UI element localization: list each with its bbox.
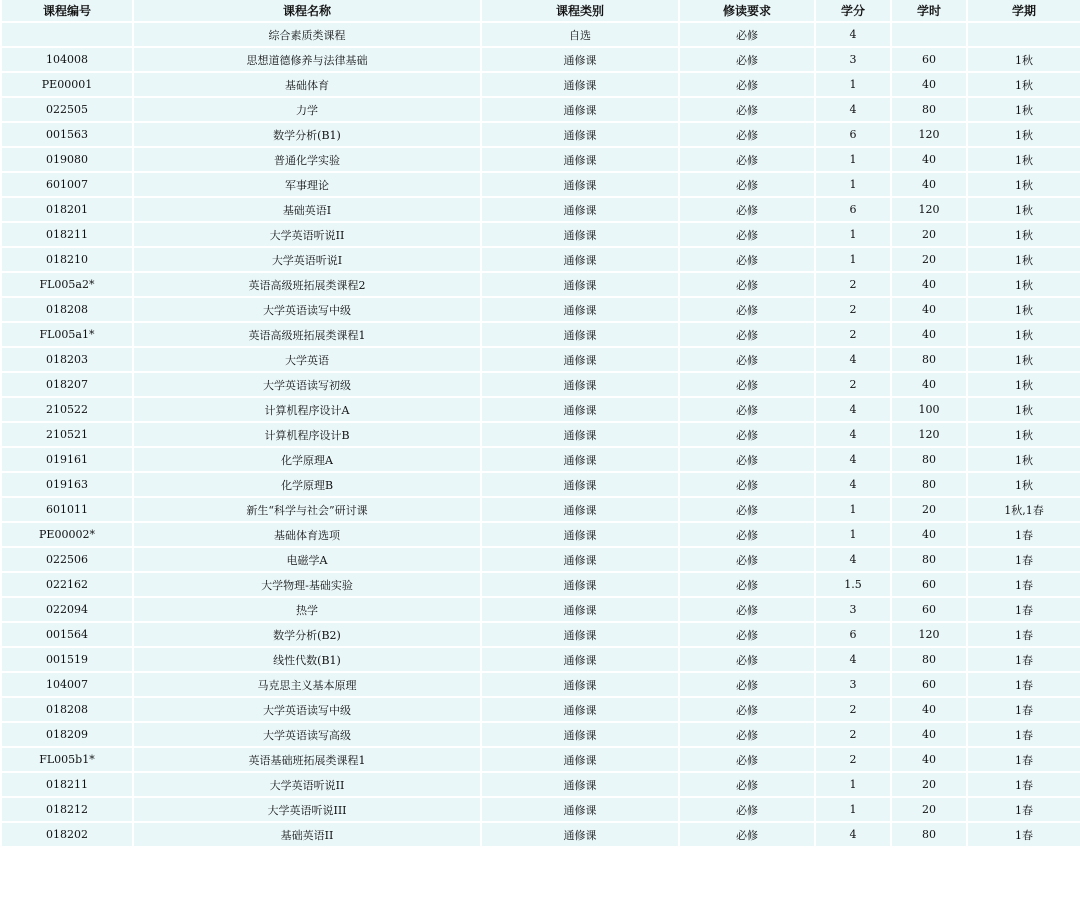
cell-requirement: 必修 (680, 623, 814, 646)
cell-semester: 1春 (968, 823, 1080, 846)
cell-semester: 1秋 (968, 73, 1080, 96)
cell-course-code: 018207 (2, 373, 132, 396)
table-row (2, 648, 1080, 671)
cell-requirement: 必修 (680, 823, 814, 846)
cell-semester: 1秋 (968, 148, 1080, 171)
cell-hours: 60 (892, 598, 966, 621)
cell-hours: 40 (892, 298, 966, 321)
cell-requirement: 必修 (680, 173, 814, 196)
table-row (2, 248, 1080, 271)
cell-course-category: 通修课 (482, 698, 678, 721)
table-row (2, 723, 1080, 746)
cell-hours (892, 23, 966, 46)
cell-credits: 6 (816, 123, 890, 146)
table-row (2, 548, 1080, 571)
cell-credits: 4 (816, 823, 890, 846)
cell-requirement: 必修 (680, 648, 814, 671)
cell-requirement: 必修 (680, 598, 814, 621)
cell-semester: 1秋 (968, 398, 1080, 421)
cell-course-name: 大学英语读写初级 (134, 373, 480, 396)
cell-course-category: 通修课 (482, 648, 678, 671)
cell-course-name: 线性代数(B1) (134, 648, 480, 671)
cell-requirement: 必修 (680, 698, 814, 721)
cell-credits: 1 (816, 248, 890, 271)
column-header-requirement: 修读要求 (680, 0, 814, 21)
cell-course-category: 通修课 (482, 373, 678, 396)
cell-course-category: 自选 (482, 23, 678, 46)
cell-hours: 120 (892, 423, 966, 446)
cell-course-code (2, 23, 132, 46)
cell-requirement: 必修 (680, 498, 814, 521)
cell-course-name: 基础英语I (134, 198, 480, 221)
cell-hours: 20 (892, 248, 966, 271)
cell-course-name: 大学英语听说II (134, 773, 480, 796)
cell-course-category: 通修课 (482, 623, 678, 646)
cell-course-code: 018208 (2, 698, 132, 721)
cell-course-category: 通修课 (482, 73, 678, 96)
cell-course-name: 力学 (134, 98, 480, 121)
cell-course-code: FL005a1* (2, 323, 132, 346)
cell-course-name: 大学物理-基础实验 (134, 573, 480, 596)
cell-semester: 1秋 (968, 123, 1080, 146)
cell-course-category: 通修课 (482, 473, 678, 496)
table-row (2, 473, 1080, 496)
cell-course-code: 018210 (2, 248, 132, 271)
cell-course-code: PE00002* (2, 523, 132, 546)
cell-hours: 80 (892, 348, 966, 371)
cell-credits: 2 (816, 323, 890, 346)
cell-course-category: 通修课 (482, 198, 678, 221)
cell-course-name: 数学分析(B1) (134, 123, 480, 146)
cell-semester: 1秋 (968, 473, 1080, 496)
cell-requirement: 必修 (680, 548, 814, 571)
cell-course-name: 大学英语读写中级 (134, 698, 480, 721)
cell-course-code: 022162 (2, 573, 132, 596)
cell-course-name: 新生“科学与社会”研讨课 (134, 498, 480, 521)
cell-semester: 1秋 (968, 173, 1080, 196)
cell-course-code: 104007 (2, 673, 132, 696)
cell-requirement: 必修 (680, 448, 814, 471)
cell-course-name: 计算机程序设计B (134, 423, 480, 446)
cell-course-category: 通修课 (482, 423, 678, 446)
cell-course-code: FL005b1* (2, 748, 132, 771)
cell-requirement: 必修 (680, 98, 814, 121)
cell-course-code: 018203 (2, 348, 132, 371)
cell-requirement: 必修 (680, 223, 814, 246)
cell-course-category: 通修课 (482, 798, 678, 821)
cell-hours: 20 (892, 223, 966, 246)
cell-semester: 1春 (968, 798, 1080, 821)
table-header (2, 0, 1080, 21)
cell-course-name: 大学英语听说III (134, 798, 480, 821)
cell-course-category: 通修课 (482, 823, 678, 846)
cell-course-code: 018212 (2, 798, 132, 821)
cell-hours: 20 (892, 798, 966, 821)
cell-course-code: FL005a2* (2, 273, 132, 296)
cell-credits: 3 (816, 598, 890, 621)
cell-credits: 3 (816, 48, 890, 71)
cell-course-code: 601011 (2, 498, 132, 521)
cell-course-name: 综合素质类课程 (134, 23, 480, 46)
cell-semester: 1春 (968, 673, 1080, 696)
cell-course-category: 通修课 (482, 573, 678, 596)
cell-course-code: 018202 (2, 823, 132, 846)
cell-semester: 1春 (968, 573, 1080, 596)
cell-semester: 1秋 (968, 373, 1080, 396)
cell-course-name: 大学英语听说I (134, 248, 480, 271)
cell-hours: 60 (892, 48, 966, 71)
cell-course-category: 通修课 (482, 298, 678, 321)
cell-requirement: 必修 (680, 573, 814, 596)
cell-course-code: 019161 (2, 448, 132, 471)
cell-semester: 1春 (968, 648, 1080, 671)
cell-requirement: 必修 (680, 673, 814, 696)
cell-hours: 20 (892, 498, 966, 521)
cell-course-name: 基础体育选项 (134, 523, 480, 546)
table-row (2, 23, 1080, 46)
cell-credits: 1 (816, 223, 890, 246)
cell-credits: 1 (816, 173, 890, 196)
column-header-course-code: 课程编号 (2, 0, 132, 21)
cell-course-category: 通修课 (482, 498, 678, 521)
cell-credits: 1 (816, 523, 890, 546)
cell-credits: 2 (816, 698, 890, 721)
cell-hours: 60 (892, 573, 966, 596)
cell-hours: 40 (892, 723, 966, 746)
cell-requirement: 必修 (680, 798, 814, 821)
cell-hours: 100 (892, 398, 966, 421)
cell-requirement: 必修 (680, 48, 814, 71)
cell-semester: 1春 (968, 723, 1080, 746)
table-row (2, 198, 1080, 221)
column-header-credits: 学分 (816, 0, 890, 21)
cell-hours: 60 (892, 673, 966, 696)
cell-credits: 1 (816, 798, 890, 821)
cell-requirement: 必修 (680, 748, 814, 771)
cell-semester: 1秋 (968, 198, 1080, 221)
cell-hours: 80 (892, 648, 966, 671)
table-body (2, 23, 1080, 846)
cell-requirement: 必修 (680, 23, 814, 46)
table-row (2, 148, 1080, 171)
cell-course-name: 电磁学A (134, 548, 480, 571)
cell-course-name: 数学分析(B2) (134, 623, 480, 646)
cell-credits: 6 (816, 623, 890, 646)
cell-course-category: 通修课 (482, 773, 678, 796)
cell-course-name: 英语高级班拓展类课程1 (134, 323, 480, 346)
table-row (2, 773, 1080, 796)
cell-semester: 1春 (968, 698, 1080, 721)
table-row (2, 423, 1080, 446)
cell-requirement: 必修 (680, 523, 814, 546)
cell-course-name: 基础英语II (134, 823, 480, 846)
column-header-semester: 学期 (968, 0, 1080, 21)
cell-requirement: 必修 (680, 398, 814, 421)
cell-course-category: 通修课 (482, 148, 678, 171)
cell-course-name: 英语高级班拓展类课程2 (134, 273, 480, 296)
cell-course-code: 018211 (2, 773, 132, 796)
cell-hours: 40 (892, 73, 966, 96)
table-row (2, 398, 1080, 421)
table-row (2, 348, 1080, 371)
cell-semester: 1春 (968, 523, 1080, 546)
column-header-hours: 学时 (892, 0, 966, 21)
cell-requirement: 必修 (680, 273, 814, 296)
cell-course-code: 001564 (2, 623, 132, 646)
cell-hours: 80 (892, 448, 966, 471)
cell-course-code: 210522 (2, 398, 132, 421)
table-row (2, 498, 1080, 521)
cell-hours: 80 (892, 98, 966, 121)
cell-hours: 40 (892, 373, 966, 396)
cell-requirement: 必修 (680, 473, 814, 496)
cell-course-name: 思想道德修养与法律基础 (134, 48, 480, 71)
cell-requirement: 必修 (680, 198, 814, 221)
cell-requirement: 必修 (680, 323, 814, 346)
table-row (2, 98, 1080, 121)
cell-hours: 120 (892, 623, 966, 646)
cell-course-name: 英语基础班拓展类课程1 (134, 748, 480, 771)
cell-semester: 1秋 (968, 98, 1080, 121)
cell-semester: 1秋 (968, 248, 1080, 271)
cell-semester: 1秋 (968, 348, 1080, 371)
cell-course-code: 022094 (2, 598, 132, 621)
table-row (2, 623, 1080, 646)
cell-credits: 2 (816, 748, 890, 771)
cell-course-name: 军事理论 (134, 173, 480, 196)
cell-hours: 40 (892, 698, 966, 721)
cell-credits: 1.5 (816, 573, 890, 596)
cell-course-code: PE00001 (2, 73, 132, 96)
cell-course-category: 通修课 (482, 673, 678, 696)
cell-requirement: 必修 (680, 423, 814, 446)
table-row (2, 748, 1080, 771)
cell-course-code: 210521 (2, 423, 132, 446)
cell-hours: 40 (892, 173, 966, 196)
cell-course-name: 普通化学实验 (134, 148, 480, 171)
cell-course-code: 601007 (2, 173, 132, 196)
cell-requirement: 必修 (680, 148, 814, 171)
table-row (2, 223, 1080, 246)
cell-credits: 2 (816, 273, 890, 296)
cell-credits: 4 (816, 473, 890, 496)
cell-requirement: 必修 (680, 773, 814, 796)
cell-course-name: 化学原理B (134, 473, 480, 496)
cell-semester: 1春 (968, 623, 1080, 646)
cell-course-category: 通修课 (482, 348, 678, 371)
cell-hours: 20 (892, 773, 966, 796)
cell-semester: 1秋 (968, 48, 1080, 71)
table-row (2, 448, 1080, 471)
cell-course-code: 019163 (2, 473, 132, 496)
cell-credits: 1 (816, 148, 890, 171)
cell-course-name: 大学英语读写中级 (134, 298, 480, 321)
cell-course-category: 通修课 (482, 523, 678, 546)
table-row (2, 298, 1080, 321)
cell-course-category: 通修课 (482, 448, 678, 471)
cell-hours: 40 (892, 148, 966, 171)
cell-requirement: 必修 (680, 298, 814, 321)
cell-hours: 120 (892, 198, 966, 221)
table-row (2, 123, 1080, 146)
cell-course-category: 通修课 (482, 323, 678, 346)
cell-credits: 4 (816, 23, 890, 46)
column-header-course-name: 课程名称 (134, 0, 480, 21)
cell-course-code: 018211 (2, 223, 132, 246)
cell-hours: 80 (892, 473, 966, 496)
table-row (2, 48, 1080, 71)
cell-requirement: 必修 (680, 248, 814, 271)
cell-hours: 80 (892, 823, 966, 846)
cell-semester: 1秋 (968, 448, 1080, 471)
cell-hours: 80 (892, 548, 966, 571)
cell-semester: 1秋 (968, 223, 1080, 246)
cell-semester: 1春 (968, 548, 1080, 571)
table-row (2, 823, 1080, 846)
table-row (2, 373, 1080, 396)
cell-course-category: 通修课 (482, 398, 678, 421)
cell-course-name: 热学 (134, 598, 480, 621)
cell-course-name: 大学英语听说II (134, 223, 480, 246)
cell-credits: 1 (816, 73, 890, 96)
cell-requirement: 必修 (680, 123, 814, 146)
cell-course-name: 基础体育 (134, 73, 480, 96)
cell-requirement: 必修 (680, 348, 814, 371)
cell-credits: 1 (816, 773, 890, 796)
cell-hours: 120 (892, 123, 966, 146)
cell-course-name: 大学英语读写高级 (134, 723, 480, 746)
cell-credits: 4 (816, 398, 890, 421)
cell-course-category: 通修课 (482, 598, 678, 621)
cell-course-category: 通修课 (482, 723, 678, 746)
cell-course-code: 022506 (2, 548, 132, 571)
cell-course-code: 019080 (2, 148, 132, 171)
cell-course-category: 通修课 (482, 223, 678, 246)
cell-semester: 1秋 (968, 423, 1080, 446)
cell-semester: 1春 (968, 748, 1080, 771)
cell-credits: 2 (816, 298, 890, 321)
cell-course-category: 通修课 (482, 123, 678, 146)
cell-course-category: 通修课 (482, 273, 678, 296)
cell-course-name: 马克思主义基本原理 (134, 673, 480, 696)
cell-course-code: 022505 (2, 98, 132, 121)
cell-course-category: 通修课 (482, 548, 678, 571)
cell-credits: 4 (816, 548, 890, 571)
cell-course-category: 通修课 (482, 173, 678, 196)
table-row (2, 523, 1080, 546)
cell-requirement: 必修 (680, 73, 814, 96)
cell-semester: 1秋 (968, 323, 1080, 346)
table-row (2, 173, 1080, 196)
table-row (2, 73, 1080, 96)
cell-hours: 40 (892, 323, 966, 346)
cell-semester: 1秋 (968, 298, 1080, 321)
cell-course-category: 通修课 (482, 98, 678, 121)
cell-hours: 40 (892, 523, 966, 546)
table-row (2, 798, 1080, 821)
cell-course-category: 通修课 (482, 48, 678, 71)
cell-semester (968, 23, 1080, 46)
cell-credits: 1 (816, 498, 890, 521)
cell-semester: 1春 (968, 598, 1080, 621)
cell-requirement: 必修 (680, 723, 814, 746)
table-row (2, 698, 1080, 721)
cell-semester: 1秋,1春 (968, 498, 1080, 521)
cell-credits: 6 (816, 198, 890, 221)
table-row (2, 598, 1080, 621)
cell-course-name: 大学英语 (134, 348, 480, 371)
cell-course-code: 018201 (2, 198, 132, 221)
table-row (2, 323, 1080, 346)
table-row (2, 673, 1080, 696)
cell-credits: 4 (816, 648, 890, 671)
cell-course-name: 计算机程序设计A (134, 398, 480, 421)
cell-credits: 4 (816, 423, 890, 446)
cell-course-code: 104008 (2, 48, 132, 71)
cell-hours: 40 (892, 273, 966, 296)
cell-course-code: 001563 (2, 123, 132, 146)
cell-credits: 3 (816, 673, 890, 696)
cell-semester: 1秋 (968, 273, 1080, 296)
cell-course-code: 018209 (2, 723, 132, 746)
cell-credits: 4 (816, 448, 890, 471)
cell-credits: 2 (816, 723, 890, 746)
cell-credits: 4 (816, 348, 890, 371)
column-header-course-category: 课程类别 (482, 0, 678, 21)
cell-course-name: 化学原理A (134, 448, 480, 471)
cell-credits: 4 (816, 98, 890, 121)
header-row (2, 0, 1080, 21)
cell-hours: 40 (892, 748, 966, 771)
cell-semester: 1春 (968, 773, 1080, 796)
table-row (2, 273, 1080, 296)
cell-requirement: 必修 (680, 373, 814, 396)
cell-course-code: 001519 (2, 648, 132, 671)
cell-course-code: 018208 (2, 298, 132, 321)
cell-course-category: 通修课 (482, 748, 678, 771)
table-row (2, 573, 1080, 596)
cell-credits: 2 (816, 373, 890, 396)
cell-course-category: 通修课 (482, 248, 678, 271)
